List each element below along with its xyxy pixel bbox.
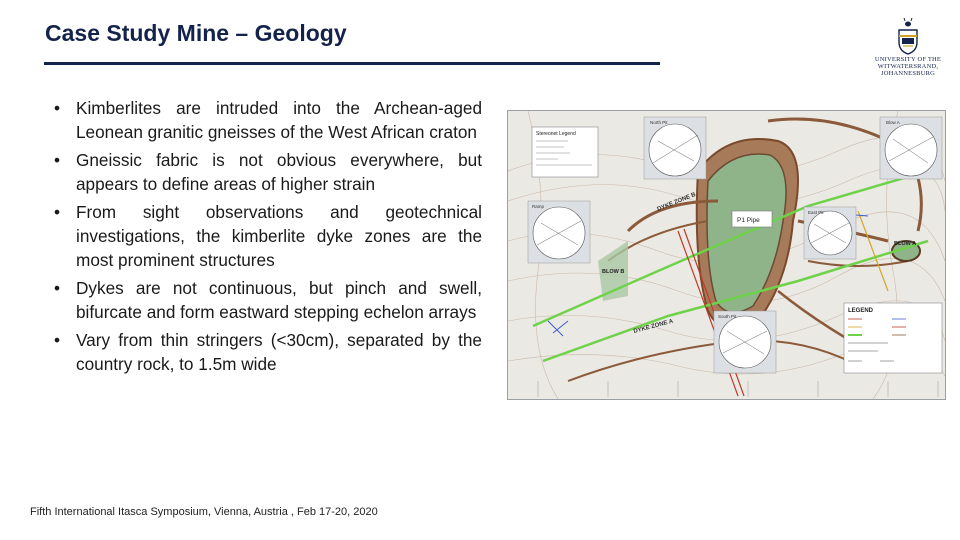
logo-text-line2: WITWATERSRAND,	[877, 63, 939, 70]
bullet-text: Kimberlites are intruded into the Archean-aged Leonean granitic gneisses of the West African craton	[76, 98, 482, 142]
stereonet-ramp	[528, 201, 590, 263]
stereonet-label: East Pit	[808, 210, 824, 215]
stereonet-north-pit	[644, 117, 706, 179]
bullet-marker: •	[54, 330, 61, 350]
bullet-marker: •	[54, 202, 61, 222]
bullet-item	[50, 200, 482, 272]
slide-footer: Fifth International Itasca Symposium, Vienna, Austria , Feb 17-20, 2020	[30, 506, 378, 518]
bullet-marker: •	[54, 150, 61, 170]
stereonet-blow-a	[880, 117, 942, 179]
bullet-item	[50, 328, 482, 376]
bullet-marker: •	[54, 278, 61, 298]
geology-map	[508, 111, 945, 399]
stereonet-label: North Pit	[650, 120, 668, 125]
stereonet-east-pit	[804, 207, 856, 259]
bullet-item	[50, 148, 482, 196]
stereonet-label: Ramp	[532, 204, 545, 209]
title-underline	[44, 62, 660, 65]
dyke-zone-a-label: DYKE ZONE A	[632, 318, 674, 335]
slide-title: Case Study Mine – Geology	[45, 20, 347, 46]
bullet-marker: •	[54, 98, 61, 118]
bullet-text: Vary from thin stringers (<30cm), separated by the country rock, to 1.5m wide	[76, 330, 482, 374]
logo-text-line1: UNIVERSITY OF THE	[874, 56, 942, 63]
blow-b-label: BLOW B	[602, 269, 625, 275]
blow-a-label: BLOW A	[894, 241, 917, 247]
geology-map-figure	[507, 110, 946, 400]
map-legend-title: LEGEND	[848, 308, 874, 314]
stereonet-legend-title: Stereonet Legend	[536, 131, 576, 137]
stereonet-south-pit	[714, 311, 776, 373]
crest-icon	[872, 18, 944, 56]
bullet-list	[50, 96, 482, 380]
stereonet-label: South Pit	[718, 314, 737, 319]
bullet-item	[50, 96, 482, 144]
stereonet-label: Blow A	[886, 120, 900, 125]
university-logo	[872, 18, 944, 80]
bullet-text: Dykes are not continuous, but pinch and swell, bifurcate and form eastward stepping echelon arrays	[76, 278, 482, 322]
bullet-text: Gneissic fabric is not obvious everywhere, but appears to define areas of higher strain	[76, 150, 482, 194]
bullet-text: From sight observations and geotechnical investigations, the kimberlite dyke zones are the most prominent structures	[76, 202, 482, 270]
logo-text-line3: JOHANNESBURG	[880, 70, 936, 77]
dyke-zone-b-label: DYKE ZONE B	[656, 191, 697, 213]
bullet-item	[50, 276, 482, 324]
pit-label: P1 Pipe	[737, 217, 760, 224]
